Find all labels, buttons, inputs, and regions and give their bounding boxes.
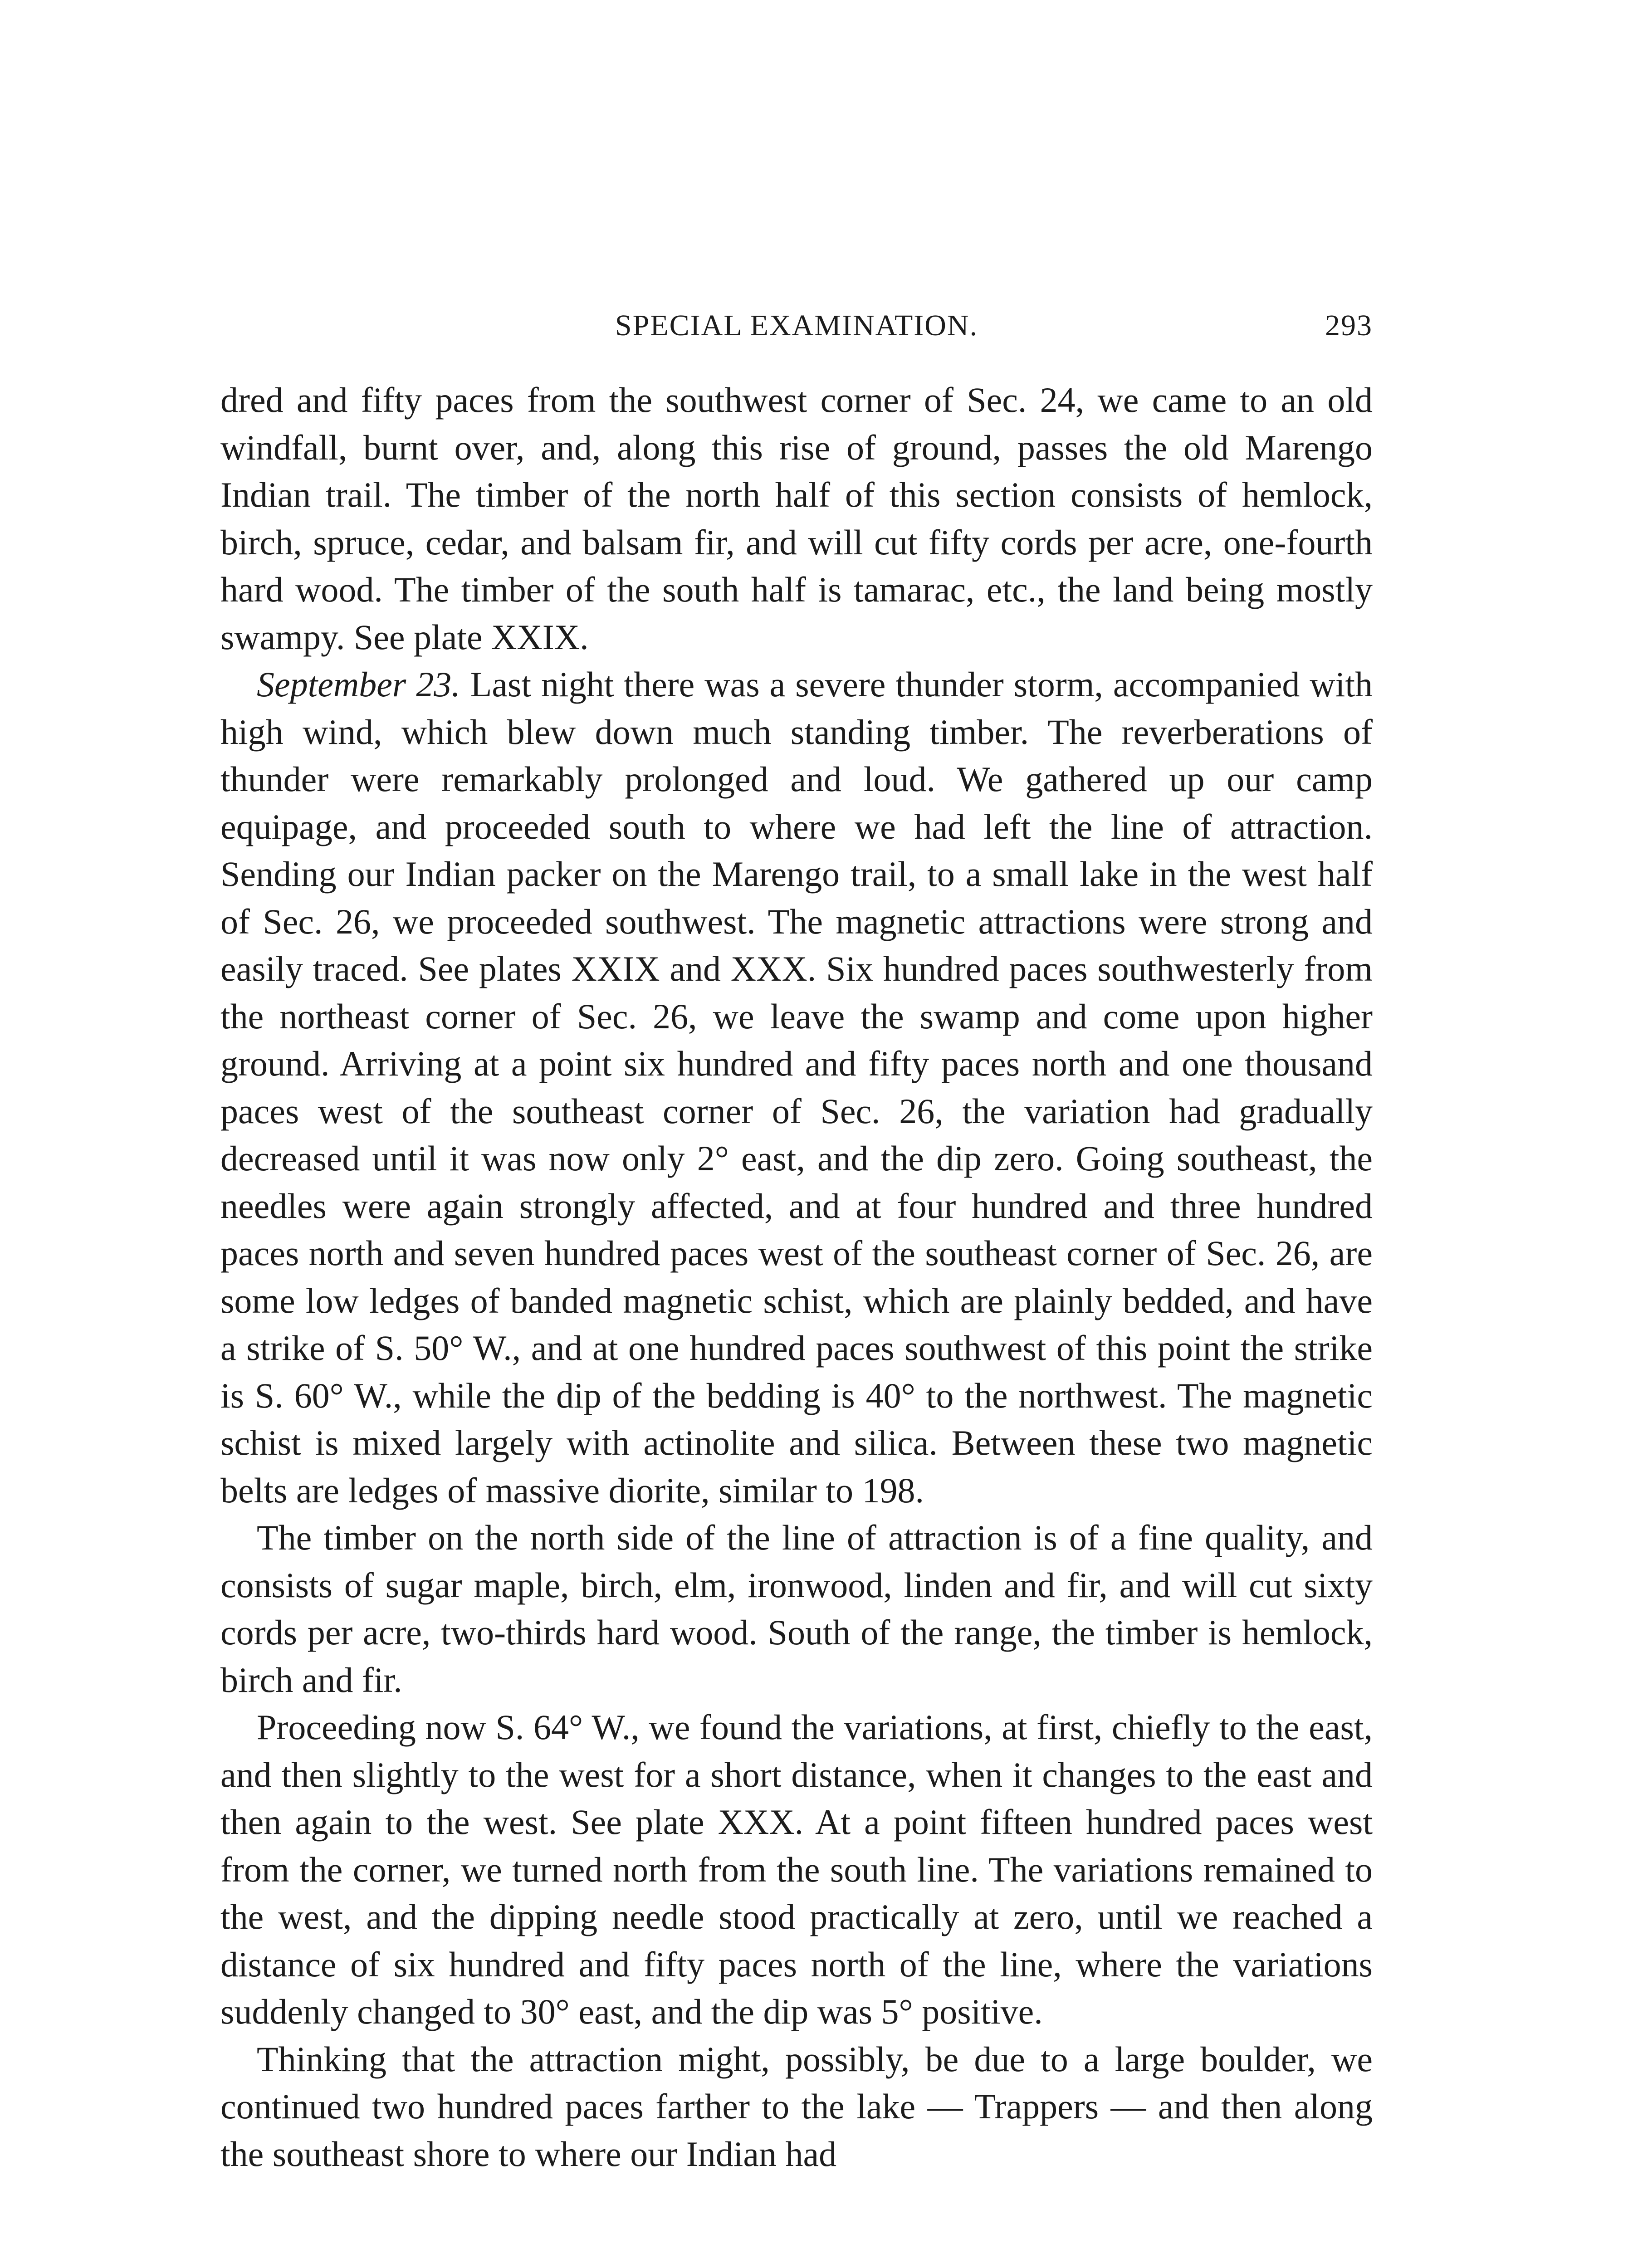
paragraph-proceeding: Proceeding now S. 64° W., we found the variations, at first, chiefly to the east, and then slightly to the west for a short distance, when it changes to the east and then again to the west. See plate XXX. At a point fifteen hundred paces west from the corner, we turned north from the south line. The variations remained to the west, and the dipping needle stood practically at zero, until we reached a distance of six hundred and fifty paces north of the line, where the variations suddenly changed to 30° east, and the dip was 5° positive.	[220, 1707, 1373, 2031]
paragraph-continuation: dred and fifty paces from the southwest corner of Sec. 24, we came to an old windfall, burnt over, and, along this rise of ground, passes the old Marengo Indian trail. The timber of the north half of this section consists of hemlock, birch, spruce, cedar, and balsam fir, and will cut fifty cords per acre, one-fourth hard wood. The timber of the south half is tamarac, etc., the land being mostly swampy. See plate XXIX.	[220, 380, 1373, 657]
paragraph-september-23	[220, 661, 1373, 1514]
paragraph-timber: The timber on the north side of the line of attraction is of a fine quality, and consists of sugar maple, birch, elm, ironwood, linden and fir, and will cut sixty cords per acre, two-thirds hard wood. South of the range, the timber is hemlock, birch and fir.	[220, 1518, 1373, 1700]
paragraph-text: Last night there was a severe thunder storm, accompanied with high wind, which blew down much standing timber. The reverberations of thunder were remarkably prolonged and loud. We gathered up our camp equipage, and proceeded south to where we had left the line of attraction. Sending our Indian packer on the Marengo trail, to a small lake in the west half of Sec. 26, we proceeded southwest. The magnetic attractions were strong and easily traced. See plates XXIX and XXX. Six hundred paces southwesterly from the northeast corner of Sec. 26, we leave the swamp and come upon higher ground. Arriving at a point six hundred and fifty paces north and one thousand paces west of the southeast corner of Sec. 26, the variation had gradually decreased until it was now only 2° east, and the dip zero. Going southeast, the needles were again strongly affected, and at four hundred and three hundred paces north and seven hundred paces west of the southeast corner of Sec. 26, are some low ledges of banded magnetic schist, which are plainly bedded, and have a strike of S. 50° W., and at one hundred paces southwest of this point the strike is S. 60° W., while the dip of the bedding is 40° to the northwest. The magnetic schist is mixed largely with actinolite and silica. Between these two magnetic belts are ledges of massive diorite, similar to 198.	[220, 665, 1373, 1510]
date-label: September 23.	[257, 665, 460, 704]
body-text	[220, 376, 1373, 2178]
paragraph-boulder: Thinking that the attraction might, possibly, be due to a large boulder, we continued two hundred paces farther to the lake — Trappers — and then along the southeast shore to where our Indian had	[220, 2039, 1373, 2174]
page-number: 293	[1325, 309, 1373, 342]
running-head: SPECIAL EXAMINATION.	[615, 309, 978, 342]
book-page	[220, 308, 1373, 2178]
page-header	[220, 308, 1373, 376]
